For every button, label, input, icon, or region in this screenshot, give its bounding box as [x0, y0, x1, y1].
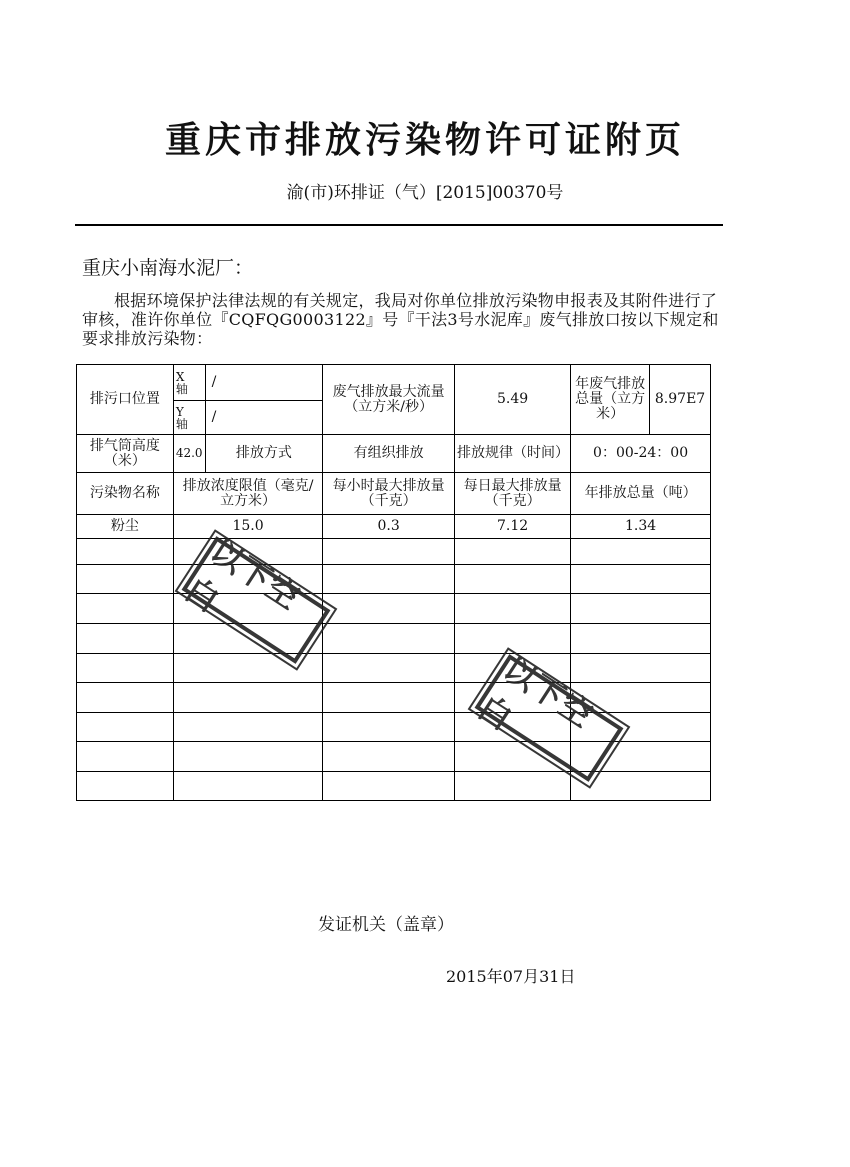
empty-row [77, 565, 711, 594]
addressee: 重庆小南海水泥厂： [82, 257, 254, 279]
empty-row [77, 539, 711, 565]
stack-height-label: 排气筒高度（米） [77, 435, 174, 473]
x-axis-value: / [205, 365, 323, 401]
blank-below-stamp: 以下空白 [182, 536, 331, 664]
discharge-pattern-label: 排放规律（时间） [455, 435, 571, 473]
header-divider [75, 224, 723, 226]
concentration-cell: 15.0 [173, 515, 322, 539]
header-annual-total: 年排放总量（吨） [571, 473, 711, 515]
empty-row [77, 594, 711, 624]
blank-below-stamp: 以下空白 [475, 654, 624, 782]
max-flow-label: 废气排放最大流量（立方米/秒） [323, 365, 455, 435]
empty-row [77, 742, 711, 772]
header-daily-max: 每日最大排放量（千克） [455, 473, 571, 515]
annual-total-label: 年废气排放总量（立方米） [571, 365, 650, 435]
body-paragraph: 根据环境保护法律法规的有关规定，我局对你单位排放污染物申报表及其附件进行了审核，准许你单位『CQFQG0003122』号『干法3号水泥库』废气排放口按以下规定和要求排放污染物： [82, 291, 719, 348]
discharge-method-label: 排放方式 [205, 435, 323, 473]
empty-row [77, 624, 711, 654]
daily-max-cell: 7.12 [455, 515, 571, 539]
annual-total-cell: 1.34 [571, 515, 711, 539]
issuing-authority: 发证机关（盖章） [318, 915, 454, 935]
pollutant-cell: 粉尘 [77, 515, 174, 539]
table-row [77, 515, 711, 539]
y-axis-value: / [205, 401, 323, 435]
header-hourly-max: 每小时最大排放量（千克） [323, 473, 455, 515]
stack-height-value: 42.0 [173, 435, 205, 473]
hourly-max-cell: 0.3 [323, 515, 455, 539]
outlet-position-label: 排污口位置 [77, 365, 174, 435]
issue-date: 2015年07月31日 [446, 967, 576, 986]
max-flow-value: 5.49 [455, 365, 571, 435]
permit-number: 渝(市)环排证（气）[2015]00370号 [286, 183, 564, 203]
discharge-method-value: 有组织排放 [323, 435, 455, 473]
header-pollutant: 污染物名称 [77, 473, 174, 515]
x-axis-label: X 轴 [173, 365, 205, 401]
empty-row [77, 772, 711, 801]
discharge-pattern-value: 0：00-24：00 [571, 435, 711, 473]
header-concentration: 排放浓度限值（毫克/立方米） [173, 473, 322, 515]
document-title: 重庆市排放污染物许可证附页 [164, 120, 685, 161]
empty-row [77, 654, 711, 683]
y-axis-label: Y 轴 [173, 401, 205, 435]
annual-total-value: 8.97E7 [650, 365, 711, 435]
